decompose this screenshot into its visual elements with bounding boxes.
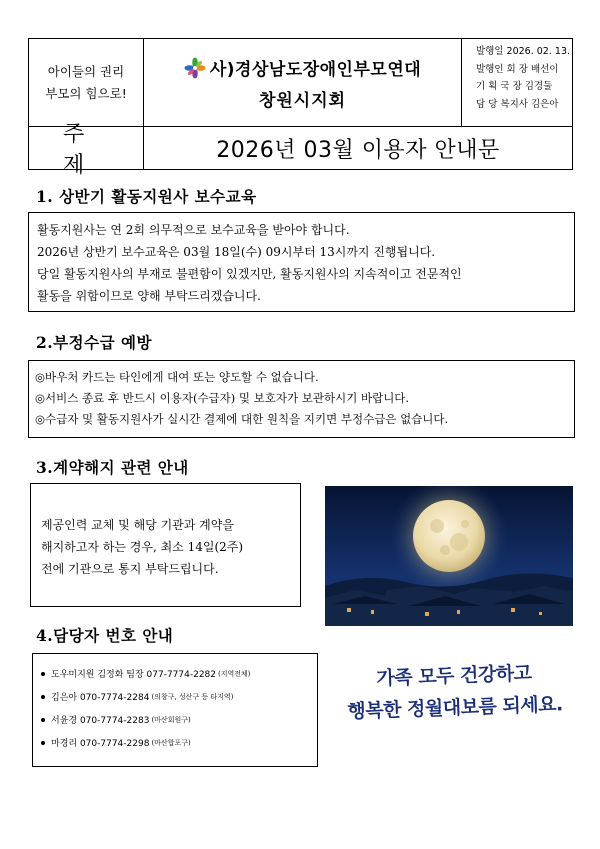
greeting-line-2: 행복한 정월대보름 되세요. <box>347 693 564 723</box>
section-2-line: ◎수급자 및 활동지원사가 실시간 결제에 대한 원칙을 지키면 부정수급은 없습니다. <box>35 412 449 426</box>
contact-item <box>41 685 317 708</box>
slogan-line-1: 아이들의 권리 <box>47 64 125 79</box>
subject-label: 주제 <box>29 127 144 169</box>
moon-village-illustration <box>325 486 573 626</box>
contacts-box <box>32 653 318 767</box>
bullet-icon <box>41 718 45 722</box>
publication-meta <box>462 39 574 127</box>
organization-name-line <box>184 55 421 80</box>
header-table <box>28 38 573 178</box>
organization-cell <box>144 39 462 127</box>
section-1-line: 당일 활동지원사의 부재로 불편함이 있겠지만, 활동지원사의 지속적이고 전문적인 <box>37 267 462 281</box>
section-3-line: 전에 기관으로 통지 부탁드립니다. <box>41 562 219 576</box>
section-1-line: 활동을 위함이므로 양해 부탁드리겠습니다. <box>37 289 261 303</box>
meta-staff: 담 당 복지사 김은아 <box>476 98 559 110</box>
section-1-line: 2026년 상반기 보수교육은 03월 18일(수) 09시부터 13시까지 진행됩니다. <box>37 245 436 259</box>
contact-text: 김은아 070-7774-2284 <box>51 693 150 703</box>
greeting-line-1: 가족 모두 건강하고 <box>376 662 532 690</box>
section-2-title: 2.부정수급 예방 <box>36 333 152 352</box>
contact-area-note: (마산회원구) <box>151 715 191 724</box>
section-3-line: 제공인력 교체 및 해당 기관과 계약을 <box>41 518 234 532</box>
greeting-message <box>331 656 578 729</box>
contact-item <box>41 662 317 685</box>
contact-text: 마경리 070-7774-2298 <box>51 739 150 749</box>
section-2-line: ◎서비스 종료 후 반드시 이용자(수급자) 및 보호자가 보관하시기 바랍니다. <box>35 391 410 405</box>
document-title: 2026년 03월 이용자 안내문 <box>216 137 500 163</box>
contact-text: 도우미지원 김정화 팀장 077-7774-2282 <box>51 670 217 680</box>
bullet-icon <box>41 695 45 699</box>
organization-name: 사)경상남도장애인부모연대 <box>209 60 422 80</box>
header-top-row <box>29 39 572 127</box>
section-2-box <box>28 360 575 438</box>
meta-planner: 기 획 국 장 김경둘 <box>476 81 553 92</box>
bullet-icon <box>41 741 45 745</box>
contact-item <box>41 731 317 754</box>
bullet-icon <box>41 672 45 676</box>
meta-publisher: 발행인 회 장 배선이 <box>476 63 559 75</box>
full-moon-image <box>325 486 573 626</box>
meta-issue-date: 발행일 2026. 02. 13. <box>476 46 571 57</box>
header-subject-row <box>29 122 572 178</box>
section-2-line: ◎바우처 카드는 타인에게 대여 또는 양도할 수 없습니다. <box>35 370 319 384</box>
section-3-box <box>30 483 301 607</box>
contact-area-note: (마산합포구) <box>151 738 191 747</box>
section-3-line: 해지하고자 하는 경우, 최소 14일(2주) <box>41 540 244 554</box>
section-1-line: 활동지원사는 연 2회 의무적으로 보수교육을 받아야 합니다. <box>37 223 350 237</box>
section-1-title: 1. 상반기 활동지원사 보수교육 <box>36 187 257 206</box>
section-1-box <box>28 212 575 312</box>
slogan-cell <box>29 39 144 127</box>
contact-area-note: (의창구, 성산구 등 타지역) <box>151 692 234 701</box>
slogan-line-2: 부모의 힘으로! <box>45 86 127 101</box>
section-4-title: 4.담당자 번호 안내 <box>36 626 174 645</box>
contact-area-note: (지역전체) <box>218 669 251 678</box>
contact-text: 서윤경 070-7774-2283 <box>51 716 150 726</box>
section-3-title: 3.계약해지 관련 안내 <box>36 458 189 477</box>
branch-name: 창원시지회 <box>258 91 347 111</box>
flower-logo-icon <box>184 57 206 79</box>
contact-item <box>41 708 317 731</box>
